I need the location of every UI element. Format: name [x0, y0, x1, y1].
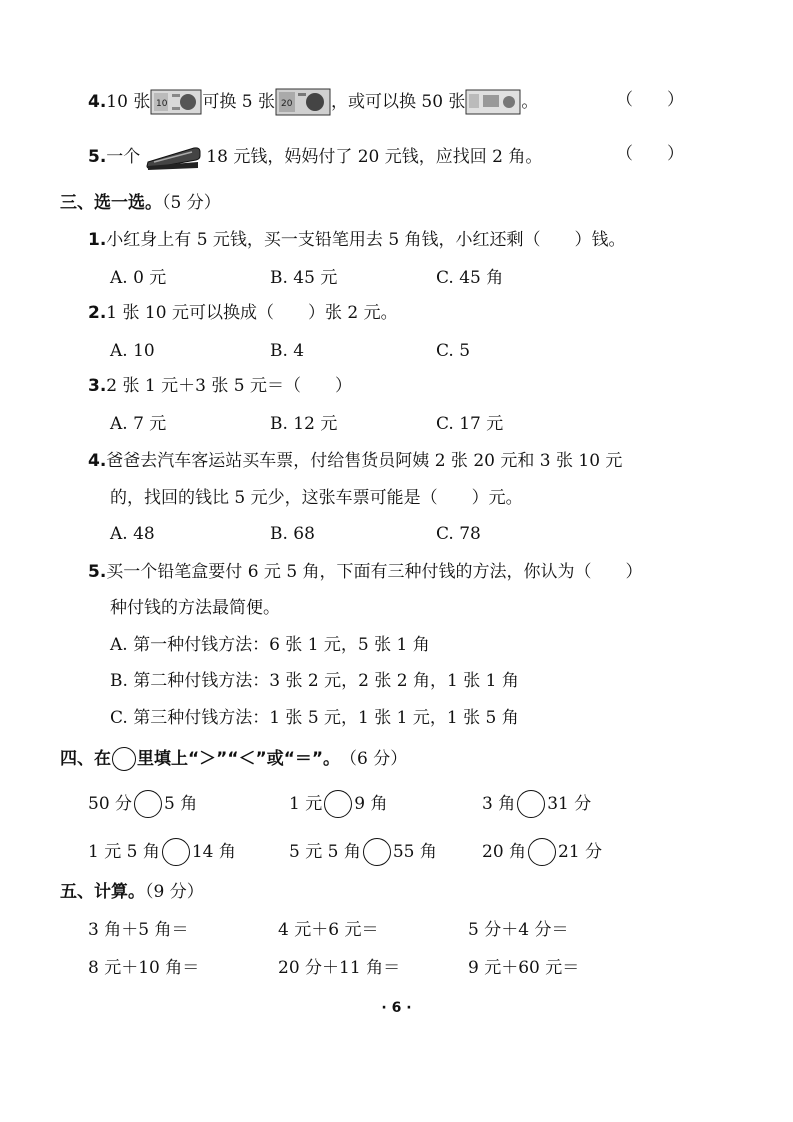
question-text-continued: 种付钱的方法最简便。 — [110, 598, 280, 618]
section-title-part: 四、在 — [60, 749, 111, 769]
compare-right: 55 角 — [392, 842, 437, 862]
compare-right: 14 角 — [191, 842, 236, 862]
compare-item — [88, 789, 197, 819]
stapler-icon — [144, 142, 202, 172]
question-number: 5. — [88, 562, 107, 582]
option-c[interactable]: C. 45 角 — [436, 268, 504, 288]
compare-right: 5 角 — [164, 794, 198, 814]
section-title-part: 里填上“＞”“＜”或“＝”。 — [137, 749, 341, 769]
compare-circle[interactable] — [162, 838, 190, 866]
compare-circle[interactable] — [324, 790, 352, 818]
section-score: （9 分） — [145, 882, 204, 902]
section-5-heading — [60, 880, 204, 904]
section-4-heading — [60, 747, 407, 771]
option-a[interactable]: A. 48 — [110, 524, 155, 544]
calc-item[interactable]: 8 元＋10 角＝ — [88, 958, 200, 978]
compare-circle[interactable] — [517, 790, 545, 818]
compare-left: 50 分 — [88, 794, 133, 814]
judge-question-5 — [88, 142, 542, 172]
option-c[interactable]: C. 5 — [436, 341, 471, 361]
question-text: 买一个铅笔盒要付 6 元 5 角，下面有三种付钱的方法，你认为（ ） — [106, 562, 643, 582]
choice-question-2 — [88, 301, 398, 325]
answer-parenthesis[interactable]: （ ） — [616, 144, 684, 164]
section-score: （6 分） — [340, 749, 408, 769]
option-b[interactable]: B. 12 元 — [270, 414, 338, 434]
compare-item — [482, 837, 602, 867]
question-number: 5. — [88, 147, 107, 167]
banknote-20-yuan-icon — [275, 88, 331, 116]
compare-circle[interactable] — [134, 790, 162, 818]
compare-left: 20 角 — [482, 842, 527, 862]
question-text-part: 18 元钱，妈妈付了 20 元钱，应找回 2 角。 — [206, 147, 543, 167]
page-number: · 6 · — [381, 1000, 412, 1016]
question-text-continued: 的，找回的钱比 5 元少，这张车票可能是（ ）元。 — [110, 488, 523, 508]
compare-right: 21 分 — [558, 842, 603, 862]
compare-right: 9 角 — [354, 794, 388, 814]
svg-text:10: 10 — [156, 99, 168, 109]
option-b[interactable]: B. 4 — [270, 341, 305, 361]
calc-item[interactable]: 9 元＋60 元＝ — [468, 958, 580, 978]
calc-item[interactable]: 4 元＋6 元＝ — [278, 920, 379, 940]
compare-circle[interactable] — [528, 838, 556, 866]
calc-item[interactable]: 3 角＋5 角＝ — [88, 920, 189, 940]
question-text-part: ，或可以换 50 张 — [330, 92, 466, 112]
compare-item — [289, 789, 387, 819]
compare-item — [289, 837, 437, 867]
section-title: 三、选一选。 — [60, 193, 162, 213]
option-c[interactable]: C. 78 — [436, 524, 481, 544]
option-b[interactable]: B. 68 — [270, 524, 315, 544]
question-text: 小红身上有 5 元钱，买一支铅笔用去 5 角钱，小红还剩（ ）钱。 — [106, 230, 626, 250]
compare-right: 31 分 — [547, 794, 592, 814]
compare-circle[interactable] — [363, 838, 391, 866]
compare-left: 5 元 5 角 — [289, 842, 361, 862]
option-b[interactable]: B. 第二种付钱方法：3 张 2 元，2 张 2 角，1 张 1 角 — [110, 671, 519, 691]
calc-item[interactable]: 5 分＋4 分＝ — [468, 920, 569, 940]
circle-icon — [112, 747, 136, 771]
calc-item[interactable]: 20 分＋11 角＝ — [278, 958, 401, 978]
question-text-part: 一个 — [106, 147, 141, 167]
section-title: 五、计算。 — [60, 882, 145, 902]
answer-parenthesis[interactable]: （ ） — [616, 90, 684, 110]
section-3-heading — [60, 191, 221, 215]
choice-question-1 — [88, 228, 626, 252]
option-c[interactable]: C. 17 元 — [436, 414, 504, 434]
option-a[interactable]: A. 10 — [110, 341, 155, 361]
question-text-part: 。 — [521, 92, 539, 112]
banknote-2-jiao-icon — [465, 89, 521, 115]
choice-question-5 — [88, 560, 643, 584]
question-number: 2. — [88, 303, 107, 323]
compare-item — [482, 789, 591, 819]
choice-question-3 — [88, 374, 352, 398]
option-b[interactable]: B. 45 元 — [270, 268, 338, 288]
svg-text:20: 20 — [280, 99, 293, 109]
question-text: 1 张 10 元可以换成（ ）张 2 元。 — [106, 303, 398, 323]
compare-left: 1 元 — [289, 794, 323, 814]
option-c[interactable]: C. 第三种付钱方法：1 张 5 元，1 张 1 元，1 张 5 角 — [110, 708, 519, 728]
judge-question-4 — [88, 88, 538, 116]
question-text: 爸爸去汽车客运站买车票，付给售货员阿姨 2 张 20 元和 3 张 10 元 — [106, 451, 623, 471]
section-score: （5 分） — [162, 193, 221, 213]
option-a[interactable]: A. 0 元 — [110, 268, 167, 288]
question-number: 4. — [88, 451, 107, 471]
banknote-10-yuan-icon — [150, 89, 202, 115]
option-a[interactable]: A. 7 元 — [110, 414, 167, 434]
compare-left: 1 元 5 角 — [88, 842, 160, 862]
question-number: 1. — [88, 230, 107, 250]
question-number: 3. — [88, 376, 107, 396]
compare-left: 3 角 — [482, 794, 516, 814]
question-number: 4. — [88, 92, 107, 112]
option-a[interactable]: A. 第一种付钱方法：6 张 1 元，5 张 1 角 — [110, 635, 430, 655]
question-text-part: 可换 5 张 — [202, 92, 275, 112]
question-text: 2 张 1 元＋3 张 5 元＝（ ） — [106, 376, 352, 396]
compare-item — [88, 837, 236, 867]
question-text-part: 10 张 — [106, 92, 151, 112]
choice-question-4 — [88, 449, 622, 473]
